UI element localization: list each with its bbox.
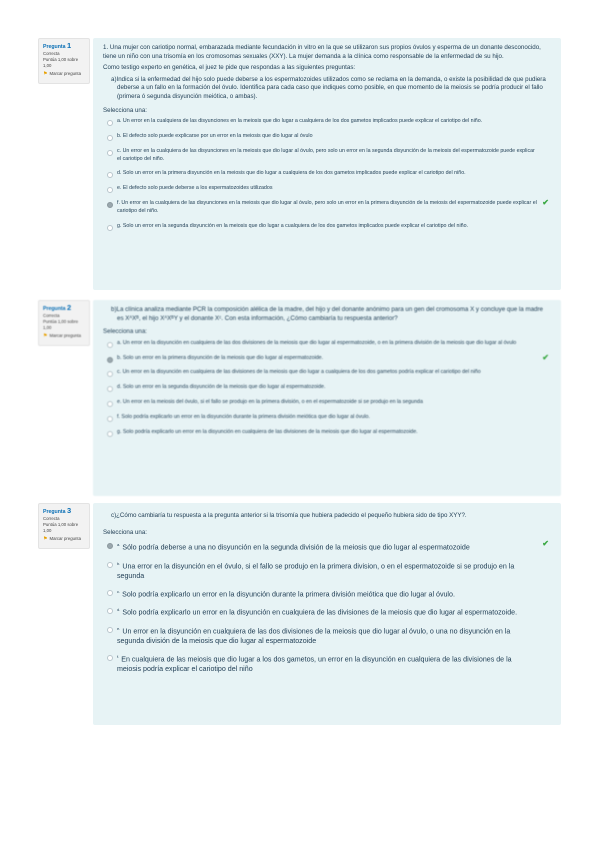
flag-icon: ⚑ bbox=[43, 333, 48, 339]
radio-button[interactable] bbox=[107, 590, 113, 596]
question-info-2 bbox=[38, 300, 90, 346]
radio-button[interactable] bbox=[107, 225, 113, 231]
radio-button[interactable] bbox=[107, 401, 113, 407]
radio-button-selected[interactable] bbox=[107, 357, 113, 363]
check-icon: ✔ bbox=[542, 352, 549, 362]
radio-button-selected[interactable] bbox=[107, 202, 113, 208]
check-icon: ✔ bbox=[542, 197, 549, 207]
radio-button[interactable] bbox=[107, 150, 113, 156]
select-prompt: Selecciona una: bbox=[103, 106, 148, 114]
answer-option[interactable]: g. Solo podría explicarlo un error en la disyunción en cualquiera de las divisiones de la meiosis que dio lugar al espermatozoide. bbox=[103, 429, 551, 437]
radio-button[interactable] bbox=[107, 135, 113, 141]
question-box-3 bbox=[93, 503, 561, 725]
question-info-1 bbox=[38, 38, 90, 84]
radio-button[interactable] bbox=[107, 431, 113, 437]
answer-option[interactable]: $^{f.}$ En cualquiera de las meiosis que dio lugar a los dos gametos, un error en la disyunción en cualquiera de las divisiones de la meiosis podría explicar el cariotipo del niño bbox=[103, 652, 551, 674]
question-info-3 bbox=[38, 503, 90, 549]
radio-button[interactable] bbox=[107, 416, 113, 422]
answer-option[interactable]: a. Un error en la cualquiera de las disyunciones en la meiosis que dio lugar a cualquiera de los dos gametos implicados puede explicar el cariotipo del niño. bbox=[103, 118, 551, 126]
answer-option[interactable]: c. Un error en la disyunción en cualquiera de las divisiones de la meiosis que dio lugar a cualquiera de los dos gametos podría explicar el cariotipo del niño bbox=[103, 369, 551, 377]
question-number: Pregunta 3 bbox=[43, 506, 72, 515]
select-prompt: Selecciona una: bbox=[103, 328, 148, 336]
answer-option[interactable]: $^{c.}$ Solo podría explicarlo un error en la disyunción durante la primera división meiótica que dio lugar al óvulo. bbox=[103, 587, 551, 599]
flag-question-button[interactable]: ⚑ Marcar pregunta bbox=[43, 333, 82, 339]
flag-icon: ⚑ bbox=[43, 71, 48, 77]
question-score: Puntúa 1,00 sobre 1,00 bbox=[43, 319, 79, 330]
question-text: c)¿Cómo cambiaría tu respuesta a la pregunta anterior si la trisomía que hubiera padecido el pequeño hubiera sido de tipo XYY?. bbox=[111, 512, 467, 519]
question-status: Correcta bbox=[43, 51, 60, 56]
flag-icon: ⚑ bbox=[43, 536, 48, 542]
radio-button[interactable] bbox=[107, 371, 113, 377]
answer-option[interactable]: a. Un error en la disyunción en cualquiera de las dos divisiones de la meiosis que dio lugar al espermatozoide, o en la primera división de la meiosis que dio lugar al óvulo bbox=[103, 340, 551, 348]
radio-button[interactable] bbox=[107, 172, 113, 178]
question-number: Pregunta 1 bbox=[43, 41, 72, 50]
check-icon: ✔ bbox=[542, 539, 549, 549]
radio-button[interactable] bbox=[107, 562, 113, 568]
radio-button[interactable] bbox=[107, 608, 113, 614]
flag-question-button[interactable]: ⚑ Marcar pregunta bbox=[43, 536, 82, 542]
question-text: 1. Una mujer con cariotipo normal, embarazada mediante fecundación in vitro en la que se utilizaron sus propios óvulos y esperma de un donante desconocido, tiene un niño con una trisomía en los cromosomas sexuales (XXY). La mujer demanda a la clínica como responsable de la enfermedad de su hijo. Como testigo experto en genética, el juez te pide que respondas a las siguientes preguntas: a)Indica si la enfermedad del hijo solo puede deberse a los espermatozoides utilizados como se reclama en la demanda, o existe la posibilidad de que pudiera deberse a un fallo en la formación del óvulo. Identifica para cada caso que indiques como posible, en que momento de la meiosis se podría producir el fallo (primera ó segunda disyunción meiótica, o ambas). bbox=[103, 44, 546, 100]
answer-option-selected[interactable]: f. Un error en la cualquiera de las disyunciones en la meiosis que dio lugar al óvulo, pero solo un error en la primera disyunción de la meiosis del espermatozoide puede explicar el cariotipo del niño. ✔ bbox=[103, 200, 551, 216]
answer-option[interactable]: e. El defecto solo puede deberse a los espermatozoides utilizados bbox=[103, 185, 551, 193]
answer-option[interactable]: d. Solo un error en la primera disyunción en la meiosis que dio lugar a cualquiera de los dos gametos implicados puede explicar el cariotipo del niño. bbox=[103, 170, 551, 178]
select-prompt: Selecciona una: bbox=[103, 528, 148, 536]
question-box-2 bbox=[93, 300, 561, 496]
radio-button-selected[interactable] bbox=[107, 543, 113, 549]
question-score: Puntúa 1,00 sobre 1,00 bbox=[43, 57, 79, 68]
radio-button[interactable] bbox=[107, 655, 113, 661]
answer-option[interactable]: b. El defecto solo puede explicarse por un error en la meiosis que dio lugar al óvulo bbox=[103, 133, 551, 141]
answer-option[interactable]: $^{d.}$ Solo podría explicarlo un error en la disyunción en cualquiera de las divisiones de la meiosis que dio lugar al espermatozoide. bbox=[103, 605, 551, 617]
answer-option[interactable]: c. Un error en la cualquiera de las disyunciones en la meiosis que dio lugar al óvulo, pero solo un error en la segunda disyunción de la meiosis del espermatozoide puede explicar el cariotipo del niño. bbox=[103, 148, 551, 164]
radio-button[interactable] bbox=[107, 386, 113, 392]
question-text: b)La clínica analiza mediante PCR la composición alélica de la madre, del hijo y del donante anónimo para un gen del cromosoma X y concluye que la madre es XᴬXᴮ, el hijo XᴬXᴮY y el donante Xᶜ. Con esta información, ¿Cómo cambiaría tu respuesta anterior? bbox=[111, 306, 543, 322]
radio-button[interactable] bbox=[107, 120, 113, 126]
answer-option[interactable]: $^{b.}$ Una error en la disyunción en el óvulo, si el fallo se produjo en la primera division, o en el espermatozoide si se produjo en la segunda bbox=[103, 559, 551, 581]
radio-button[interactable] bbox=[107, 187, 113, 193]
radio-button[interactable] bbox=[107, 627, 113, 633]
answer-option[interactable]: $^{e.}$ Un error en la disyunción en cualquiera de las dos divisiones de la meiosis que dio lugar al óvulo, o una no disyunción en la segunda división de la meiosis que dio lugar al espermatozoide bbox=[103, 624, 551, 646]
answer-option[interactable]: e. Un error en la meiosis del óvulo, si el fallo se produjo en la primera división, o en el espermatozoide si se produjo en la segunda bbox=[103, 399, 551, 407]
radio-button[interactable] bbox=[107, 342, 113, 348]
question-status: Correcta bbox=[43, 313, 60, 318]
answer-option-selected[interactable]: b. Solo un error en la primera disyunción de la meiosis que dio lugar al espermatozoide. ✔ bbox=[103, 355, 551, 363]
answer-option[interactable]: g. Solo un error en la segunda disyunción en la meiosis que dio lugar a cualquiera de los dos gametos implicados puede explicar el cariotipo del niño. bbox=[103, 223, 551, 231]
answer-option-selected[interactable]: $^{a.}$ Sólo podría deberse a una no disyunción en la segunda división de la meiosis que dio lugar al espermatozoide ✔ bbox=[103, 540, 551, 552]
answer-option[interactable]: d. Solo un error en la segunda disyunción de la meiosis que dio lugar al espermatozoide. bbox=[103, 384, 551, 392]
question-status: Correcta bbox=[43, 516, 60, 521]
question-number: Pregunta 2 bbox=[43, 303, 72, 312]
question-box-1 bbox=[93, 38, 561, 290]
flag-question-button[interactable]: ⚑ Marcar pregunta bbox=[43, 71, 82, 77]
question-score: Puntúa 1,00 sobre 1,00 bbox=[43, 522, 79, 533]
answer-option[interactable]: f. Solo podría explicarlo un error en la disyunción durante la primera división meiótica que dio lugar al óvulo. bbox=[103, 414, 551, 422]
